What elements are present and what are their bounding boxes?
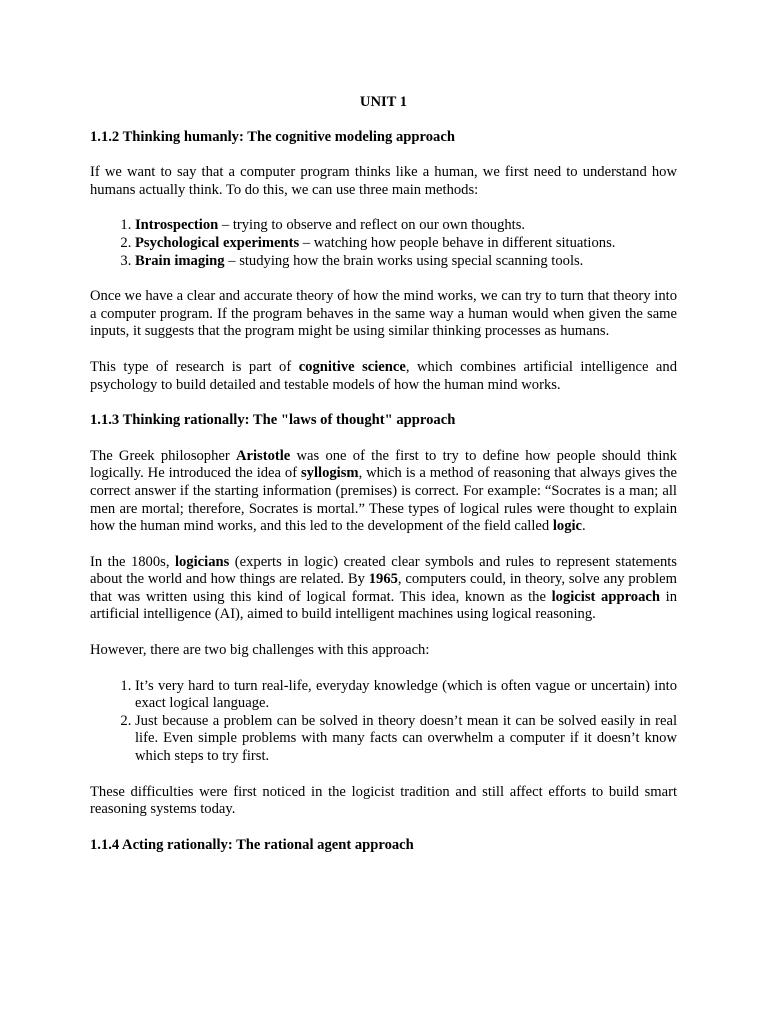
paragraph-logicians bbox=[90, 554, 677, 624]
text-run: This type of research is part of bbox=[90, 358, 299, 375]
method-desc: – trying to observe and reflect on our own thoughts. bbox=[218, 217, 526, 234]
paragraph-theory: Once we have a clear and accurate theory of how the mind works, we can try to turn that theory into a computer program. If the program behaves in the same way a human would when given the same inputs, it suggests that the program might be using similar thinking processes as humans. bbox=[90, 288, 677, 340]
term-logic: logic bbox=[552, 518, 583, 535]
paragraph-intro: If we want to say that a computer program thinks like a human, we first need to understand how humans actually think. To do this, we can use three main methods: bbox=[90, 164, 677, 198]
text-run: In the 1800s, bbox=[90, 553, 175, 570]
text-run: The Greek philosopher bbox=[90, 447, 236, 464]
list-item: 1. It’s very hard to turn real-life, everyday knowledge (which is often vague or uncertain) into exact logical language. bbox=[135, 678, 677, 713]
term-logicians: logicians bbox=[174, 553, 230, 570]
term-aristotle: Aristotle bbox=[235, 447, 291, 464]
list-item bbox=[135, 217, 677, 235]
section-heading-1-1-4: 1.1.4 Acting rationally: The rational agent approach bbox=[90, 836, 414, 853]
method-desc: – watching how people behave in different situations. bbox=[299, 234, 616, 251]
section-heading-1-1-2: 1.1.2 Thinking humanly: The cognitive modeling approach bbox=[90, 128, 455, 145]
method-desc: – studying how the brain works using special scanning tools. bbox=[224, 252, 584, 269]
term-syllogism: syllogism bbox=[301, 465, 359, 482]
term-logicist-approach: logicist approach bbox=[551, 588, 660, 605]
text-run: , which is a method of reasoning that always gives the correct answer if the starting information (premises) is correct. For example: “Socrates is a man; all men are mortal; therefore, Socrates is mortal.” These types of logical rules were thought to explain how the human mind works, and this led to the development of the field called bbox=[90, 465, 678, 535]
method-term: Brain imaging bbox=[135, 252, 225, 269]
unit-title: UNIT 1 bbox=[359, 94, 408, 110]
list-item bbox=[135, 235, 677, 253]
text-run: . bbox=[582, 518, 586, 535]
challenges-list bbox=[90, 678, 677, 766]
text-run: in artificial intelligence (AI), aimed to build intelligent machines using logical reasoning. bbox=[90, 588, 677, 623]
text-run: (experts in logic) created clear symbols and rules to represent statements about the world and how things are related. By bbox=[90, 553, 677, 588]
text-run: was one of the first to try to define how people should think logically. He introduced the idea of bbox=[90, 447, 677, 482]
term-cognitive-science: cognitive science bbox=[298, 358, 406, 375]
text-run: , computers could, in theory, solve any problem that was written using this kind of logical format. This idea, known as the bbox=[90, 571, 677, 605]
method-term: Introspection bbox=[135, 217, 219, 234]
methods-list bbox=[90, 217, 677, 270]
paragraph-cognitive-science bbox=[90, 359, 677, 394]
document-page bbox=[90, 94, 677, 872]
list-item: 2. Just because a problem can be solved in theory doesn’t mean it can be solved easily in real life. Even simple problems with many facts can overwhelm a computer if it doesn’t know which steps to try first. bbox=[135, 713, 677, 766]
list-item bbox=[135, 253, 677, 271]
section-heading-1-1-3: 1.1.3 Thinking rationally: The "laws of thought" approach bbox=[90, 412, 456, 429]
paragraph-challenges-intro: However, there are two big challenges with this approach: bbox=[90, 642, 430, 659]
text-run: , which combines artificial intelligence and psychology to build detailed and testable models of how the human mind works. bbox=[90, 358, 678, 393]
paragraph-difficulties: These difficulties were first noticed in the logicist tradition and still affect efforts to build smart reasoning systems today. bbox=[90, 783, 677, 818]
paragraph-aristotle bbox=[90, 448, 677, 536]
term-1965: 1965 bbox=[368, 571, 398, 588]
method-term: Psychological experiments bbox=[135, 234, 300, 251]
